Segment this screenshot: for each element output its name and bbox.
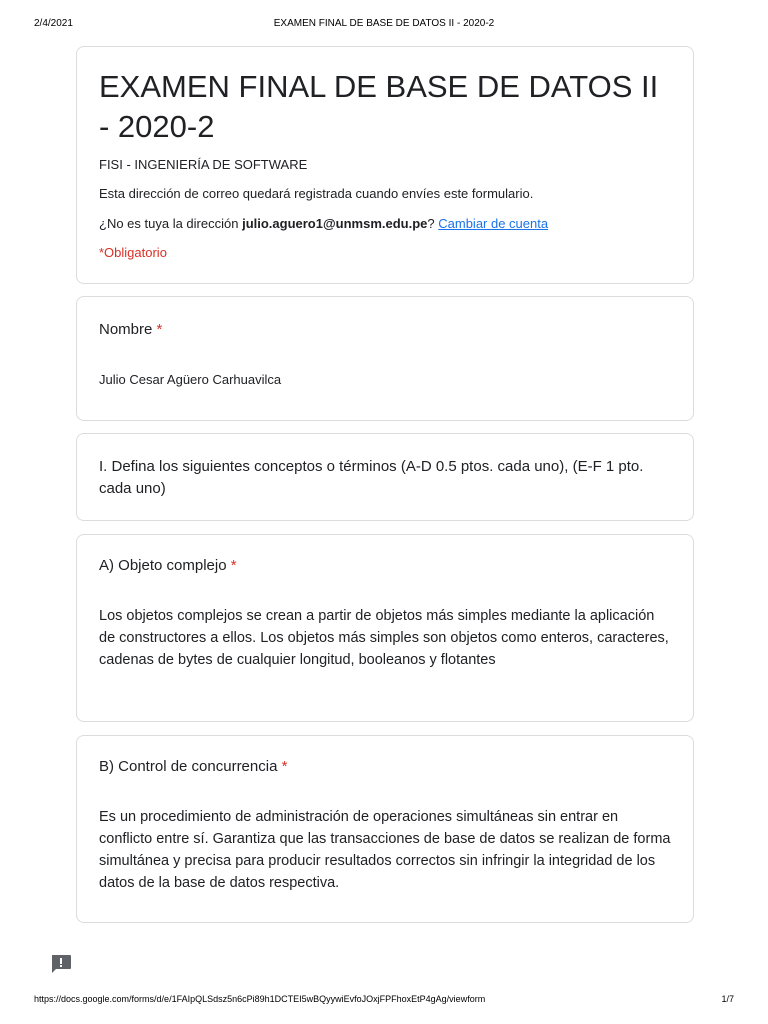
answer-a[interactable]: Los objetos complejos se crean a partir de objetos más simples mediante la aplicación de constructores a ellos. Los objetos más simples son objetos como enteros, caracteres, cadenas de bytes de cualquier longitud, booleanos y flotantes xyxy=(99,608,669,668)
print-header xyxy=(0,18,768,32)
question-label: B) Control de concurrencia xyxy=(99,758,278,775)
required-note: *Obligatorio xyxy=(99,245,167,260)
question-title-a xyxy=(99,557,237,574)
question-label: A) Objeto complejo xyxy=(99,557,227,574)
print-footer xyxy=(0,994,768,1008)
section-card xyxy=(76,433,694,521)
question-title-name xyxy=(99,321,162,338)
print-date: 2/4/2021 xyxy=(34,18,73,29)
question-card-a xyxy=(76,534,694,722)
form-title: EXAMEN FINAL DE BASE DE DATOS II - 2020-2 xyxy=(99,69,659,144)
question-label: Nombre xyxy=(99,321,153,338)
section-title: I. Defina los siguientes conceptos o términos (A-D 0.5 ptos. cada uno), (E-F 1 pto. cada uno) xyxy=(99,458,644,497)
answer-name[interactable]: Julio Cesar Agüero Carhuavilca xyxy=(99,372,282,387)
print-page-title: EXAMEN FINAL DE BASE DE DATOS II - 2020-2 xyxy=(273,18,495,29)
form-header-card xyxy=(76,46,694,284)
required-asterisk: * xyxy=(281,758,288,775)
account-suffix: ? xyxy=(427,216,439,231)
account-email: julio.aguero1@unmsm.edu.pe xyxy=(242,216,428,231)
question-card-name xyxy=(76,296,694,421)
required-asterisk: * xyxy=(156,321,163,338)
change-account-link[interactable]: Cambiar de cuenta xyxy=(438,216,549,231)
answer-b[interactable]: Es un procedimiento de administración de operaciones simultáneas sin entrar en conflicto entre sí. Garantiza que las transacciones de base de datos se realizan de forma simultánea y precisa para producir resultados correctos sin infringir la integridad de los datos de la base de datos respectiva. xyxy=(99,809,671,891)
question-title-b xyxy=(99,758,287,775)
report-feedback-icon[interactable] xyxy=(50,954,72,974)
account-prefix: ¿No es tuya la dirección xyxy=(99,216,243,231)
question-card-b xyxy=(76,735,694,923)
form-description: FISI - INGENIERÍA DE SOFTWARE xyxy=(99,157,308,172)
print-url: https://docs.google.com/forms/d/e/1FAIpQLSdsz5n6cPi89h1DCTEI5wBQyywiEvfoJOxjFPFhoxEtP4gAg/viewform xyxy=(34,994,486,1004)
required-asterisk: * xyxy=(230,557,237,574)
email-notice: Esta dirección de correo quedará registrada cuando envíes este formulario. xyxy=(99,186,534,201)
account-line xyxy=(99,216,548,231)
print-page-number: 1/7 xyxy=(721,994,734,1004)
